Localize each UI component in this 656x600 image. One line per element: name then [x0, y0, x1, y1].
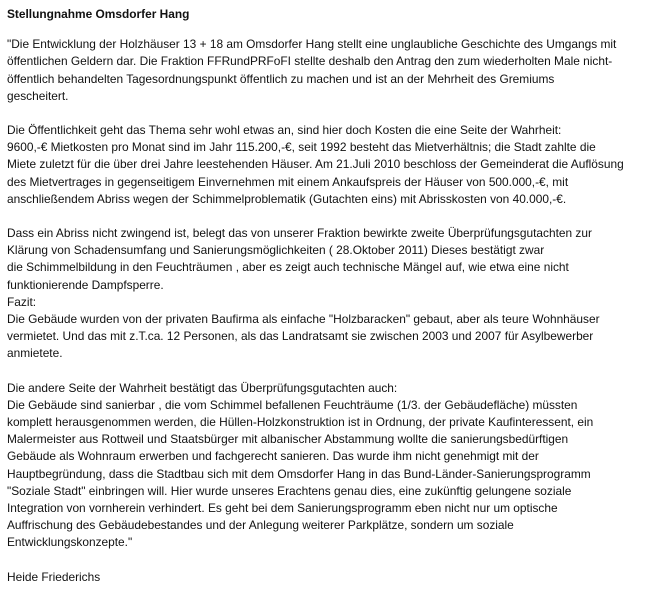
paragraph-2-line: Miete zuletzt für die über drei Jahre leestehenden Häuser. Am 21.Juli 2010 beschloss der Gemeinderat die Auflösung: [7, 157, 624, 172]
paragraph-3-line: Klärung von Schadensumfang und Sanierungsmöglichkeiten ( 28.Oktober 2011) Dieses bestätigt zwar: [7, 243, 545, 258]
paragraph-spacer: [7, 105, 647, 122]
paragraph-3: [7, 225, 647, 363]
paragraph-spacer: [7, 208, 647, 225]
paragraph-4-line: Malermeister aus Rottweil und Staatsbürger mit albanischer Abstammung wollte die sanierungsbedürftigen: [7, 432, 569, 447]
paragraph-2: [7, 122, 647, 208]
paragraph-3-line: funktionierende Dampfsperre.: [7, 277, 164, 292]
paragraph-4-line: Die Gebäude sind sanierbar , die vom Schimmel befallenen Feuchträume (1/3. der Gebäudefläche) müssten: [7, 397, 578, 412]
document-page: [7, 6, 647, 586]
paragraph-3-line: Fazit:: [7, 294, 37, 309]
paragraph-3-line: Dass ein Abriss nicht zwingend ist, belegt das von unserer Fraktion bewirkte zweite Überprüfungsgutachten zur: [7, 226, 592, 241]
paragraph-1: [7, 36, 647, 105]
paragraph-spacer: [7, 552, 647, 569]
document-title: Stellungnahme Omsdorfer Hang: [7, 7, 190, 21]
paragraph-2-line: 9600,-€ Mietkosten pro Monat sind im Jahr 115.200,-€, seit 1992 besteht das Mietverhältnis; die Stadt zahlte die: [7, 140, 596, 155]
paragraph-3-line: Die Gebäude wurden von der privaten Baufirma als einfache "Holzbaracken" gebaut, aber als teure Wohnhäuser: [7, 312, 600, 327]
paragraph-4-line: Gebäude als Wohnraum erwerben und fachgerecht sanieren. Das wurde ihm nicht genehmigt mit der: [7, 449, 539, 464]
paragraph-4: [7, 380, 647, 552]
paragraph-3-line: anmietete.: [7, 346, 63, 361]
paragraph-spacer: [7, 363, 647, 380]
paragraph-1-line: "Die Entwicklung der Holzhäuser 13 + 18 am Omsdorfer Hang stellt eine unglaubliche Geschichte des Umgangs mit: [7, 37, 617, 52]
paragraph-3-line: die Schimmelbildung in den Feuchträumen , aber es zeigt auch technische Mängel auf, wie etwa eine nicht: [7, 260, 569, 275]
paragraph-2-line: des Mietvertrages in gegenseitigem Einvernehmen mit einem Ankaufspreis der Häuser von 500.000,-€, mit: [7, 174, 569, 189]
paragraph-4-line: Hauptbegründung, dass die Stadtbau sich mit dem Omsdorfer Hang in das Bund-Länder-Sanierungsprogramm: [7, 466, 591, 481]
paragraph-4-line: "Soziale Stadt" einbringen will. Hier wurde unseres Erachtens genau dies, eine zukünftig gelungene soziale: [7, 483, 572, 498]
paragraph-3-line: vermietet. Und das mit z.T.ca. 12 Personen, als das Landratsamt sie zwischen 2003 und 2007 für Asylbewerber: [7, 329, 594, 344]
paragraph-1-line: öffentlichen Geldern dar. Die Fraktion FFRundPRFoFI stellte deshalb den Antrag den zum wiederholten Male nicht-: [7, 54, 613, 69]
paragraph-4-line: Entwicklungskonzepte.": [7, 535, 133, 550]
paragraph-1-line: gescheitert.: [7, 88, 69, 103]
paragraph-4-line: Integration von vornherein verhindert. Es geht bei dem Sanierungsprogramm eben nicht nur um optische: [7, 501, 558, 516]
paragraph-4-line: Die andere Seite der Wahrheit bestätigt das Überprüfungsgutachten auch:: [7, 380, 398, 395]
paragraph-2-line: Die Öffentlichkeit geht das Thema sehr wohl etwas an, sind hier doch Kosten die eine Seite der Wahrheit:: [7, 123, 562, 138]
paragraph-4-line: komplett herausgenommen werden, die Hüllen-Holzkonstruktion ist in Ordnung, der private Kaufinteressent, ein: [7, 415, 594, 430]
paragraph-2-line: anschließendem Abriss wegen der Schimmelproblematik (Gutachten eins) mit Abrisskosten von 40.000,-€.: [7, 191, 567, 206]
paragraph-4-line: Auffrischung des Gebäudebestandes und der Anlegung weiterer Parkplätze, sondern um soziale: [7, 518, 514, 533]
signature: Heide Friederichs: [7, 569, 101, 584]
paragraph-1-line: öffentlich behandelten Tagesordnungspunkt öffentlich zu machen und ist an der Mehrheit des Gremiums: [7, 71, 555, 86]
